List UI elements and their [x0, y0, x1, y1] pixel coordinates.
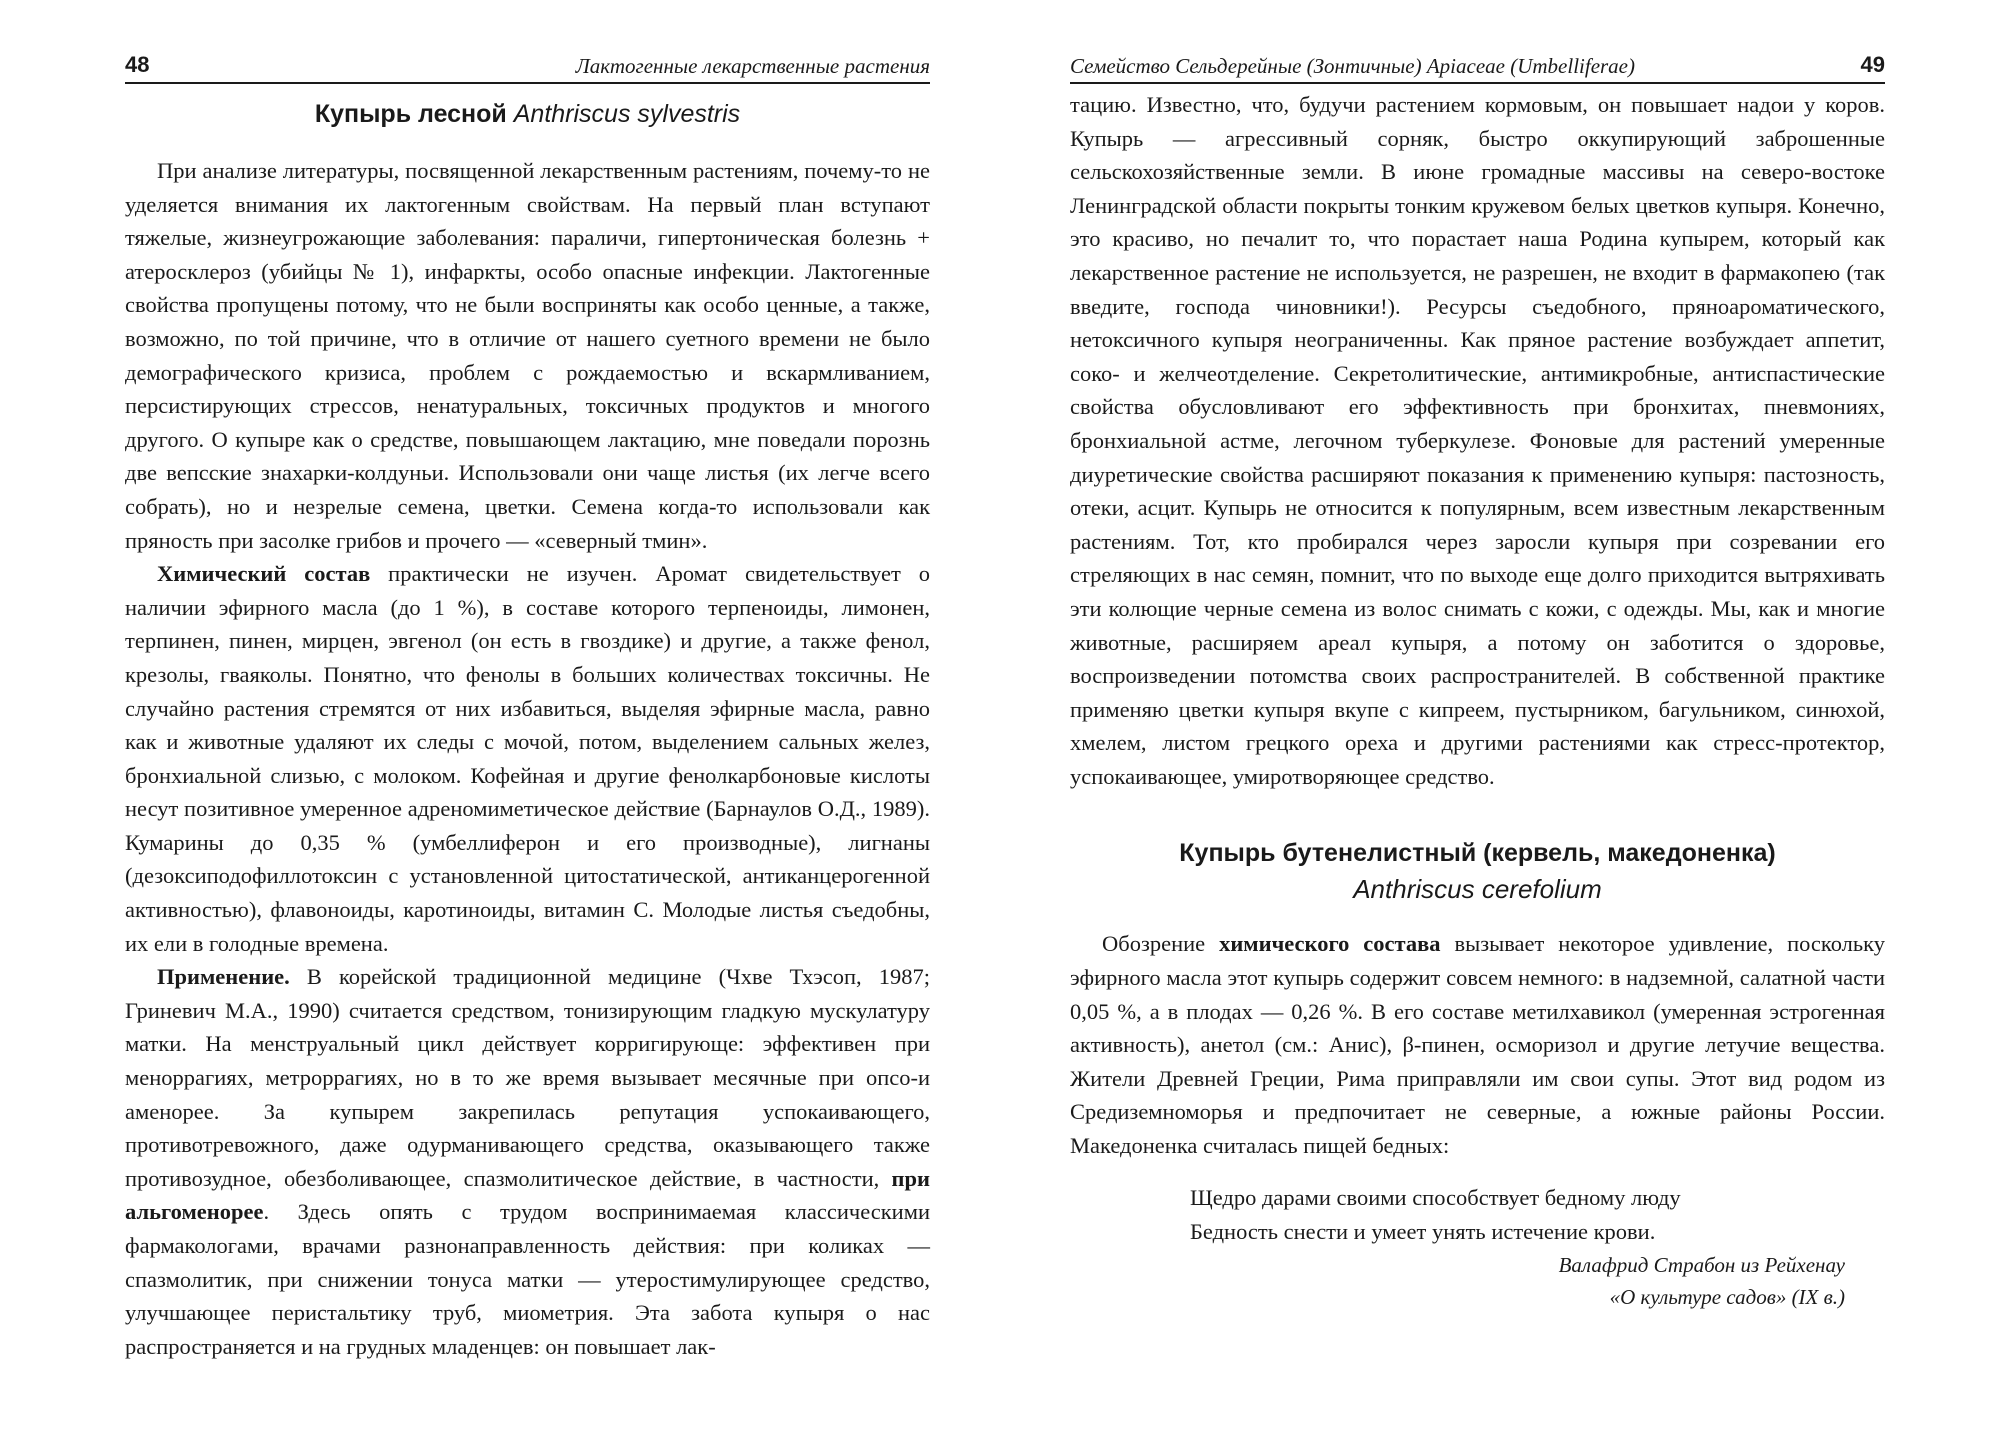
- right-page-header: [1000, 52, 2000, 92]
- paragraph-chemistry: [1070, 927, 1885, 1162]
- header-rule: [125, 82, 930, 84]
- application-emphasis: при альгоменорее: [125, 1165, 930, 1225]
- running-title: Лактогенные лекарственные растения: [575, 54, 930, 78]
- paragraph-intro: При анализе литературы, посвященной лекарственным растениям, почему-то не уделяется внимания их лактогенным свойствам. На первый план вступают тяжелые, жизнеугрожающие заболевания: параличи, гипертоническая болезнь + атеросклероз (убийцы № 1), инфаркты, особо опасные инфекции. Лактогенные свойства пропущены потому, что не были восприняты как особо ценные, а также, возможно, по той причине, что в отличие от нашего суетного времени не было демографического кризиса, проблем с рождаемостью и вскармливанием, персистирующих стрессов, ненатуральных, токсичных продуктов и многого другого. О купыре как о средстве, повышающем лактацию, мне поведали порознь две вепсские знахарки-колдуньи. Использовали они чаще листья (их легче всего собрать), но и незрелые семена, цветки. Семена когда-то использовали как пряность при засолке грибов и прочего — «северный тмин».: [125, 158, 930, 553]
- header-rule: [1070, 82, 1885, 84]
- attribution-author: Валафрид Страбон из Рейхенау: [1558, 1252, 1845, 1277]
- right-text-column: [1070, 88, 1885, 1313]
- chemistry-emphasis: химического состава: [1219, 931, 1441, 957]
- chemistry-text-b: вызывает некоторое удивление, поскольку эфирного масла этот купырь содержит совсем немного: в надземной, салатной части 0,05 %, а в плодах — 0,26 %. В его составе метилхавикол (умеренная эстрогенная активность), анетол (см.: Анис), β-пинен, осморизол и другие летучие вещества. Жители Древней Греции, Рима приправляли им свои супы. Этот вид родом из Средиземноморья и предпочитает не северные, а южные районы России. Македоненка считалась пищей бедных:: [1070, 931, 1886, 1159]
- page-number: 48: [125, 52, 150, 77]
- paragraph-application: [125, 960, 930, 1363]
- poem-line: Бедность снести и умеет унять истечение крови.: [1190, 1218, 1656, 1244]
- paragraph-continuation: тацию. Известно, что, будучи растением кормовым, он повышает надои у коров. Купырь — агрессивный сорняк, быстро оккупирующий заброшенные сельскохозяйственные земли. В июне громадные массивы на северо-востоке Ленинградской области покрыты тонким кружевом белых цветков купыря. Конечно, это красиво, но печалит то, что порастает наша Родина купырем, который как лекарственное растение не используется, не разрешен, не входит в фармакопею (так введите, господа чиновники!). Ресурсы съедобного, пряноароматического, нетоксичного купыря неограниченны. Как пряное растение возбуждает аппетит, соко- и желчеотделение. Секретолитические, антимикробные, антиспастические свойства обусловливают его эффективность при бронхитах, пневмониях, бронхиальной астме, легочном туберкулезе. Фоновые для растений умеренные диуретические свойства расширяют показания к применению купыря: пастозность, отеки, асцит. Купырь не относится к популярным, всем известным лекарственным растениям. Тот, кто пробирался через заросли купыря при созревании его стреляющих в нас семян, помнит, что по выходе еще долго приходится вытряхивать эти колющие черные семена из волос снимать с кожи, с одежды. Мы, как и многие животные, расширяем ареал купыря, а потому он заботится о здоровье, воспроизведении потомства своих распространителей. В собственной практике применяю цветки купыря вкупе с кипреем, пустырником, багульником, синюхой, хмелем, листом грецкого ореха и другими растениями как стресс-протектор, успокаивающее, умиротворяющее средство.: [1070, 92, 1885, 789]
- attribution-source: «О культуре садов» (IX в.): [1609, 1284, 1845, 1309]
- page-number: 49: [1860, 52, 1885, 77]
- running-title: Семейство Сельдерейные (Зонтичные) Apiaceae (Umbelliferae): [1070, 54, 1636, 78]
- section-title: [125, 96, 930, 132]
- chemistry-text: практически не изучен. Аромат свидетельствует о наличии эфирного масла (до 1 %), в составе которого терпеноиды, лимонен, терпинен, пинен, мирцен, эвгенол (он есть в гвоздике) и другие, а также фенол, крезолы, гваяколы. Понятно, что фенолы в больших количествах токсичны. Не случайно растения стремятся от них избавиться, выделяя эфирные масла, равно как и животные удаляют их следы с мочой, потом, выделением сальных желез, бронхиальной слизью, с молоком. Кофейная и другие фенолкарбоновые кислоты несут позитивное умеренное адреномиметическое действие (Барнаулов О.Д., 1989). Кумарины до 0,35 % (умбеллиферон и его производные), лигнаны (дезоксиподофиллотоксин с установленной цитостатической, антиканцерогенной активностью), флавоноиды, каротиноиды, витамин С. Молодые листья съедобны, их ели в голодные времена.: [125, 561, 930, 956]
- right-page: [1000, 0, 2000, 1429]
- section-title-name: Купырь лесной: [314, 100, 507, 128]
- paragraph-chemistry: [125, 557, 930, 960]
- left-page-header: [0, 52, 1000, 92]
- chemistry-text-a: Обозрение: [1102, 931, 1220, 957]
- application-text-a: В корейской традиционной медицине (Чхве Тхэсоп, 1987; Гриневич М.А., 1990) считается средством, тонизирующим гладкую мускулатуру матки. На менструальный цикл действует корригирующе: эффективен при меноррагиях, метроррагиях, но в то же время вызывает месячные при опсо-и аменорее. За купырем закрепилась репутация успокаивающего, противотревожного, даже одурманивающего средства, оказывающего также противозудное, обезболивающее, спазмолитическое действие, в частности,: [125, 964, 930, 1191]
- chemistry-heading: Химический состав: [157, 561, 371, 587]
- application-text-b: . Здесь опять с трудом воспринимаемая классическими фармакологами, врачами разнонаправленность действия: при коликах — спазмолитик, при снижении тонуса матки — утеростимулирующее средство, улучшающее перистальтику труб, миометрия. Эта забота купыря о нас распространяется и на грудных младенцев: он повышает лак-: [125, 1199, 930, 1359]
- poem-quote: [1190, 1181, 1885, 1249]
- quote-attribution: [1070, 1249, 1845, 1313]
- application-heading: Применение.: [157, 964, 290, 990]
- left-text-column: [125, 88, 930, 1363]
- poem-line: Щедро дарами своими способствует бедному люду: [1190, 1184, 1681, 1210]
- section-title-name: Купырь бутенелистный (кервель, македоненка): [1179, 839, 1776, 868]
- section-title-latin: Anthriscus sylvestris: [513, 100, 741, 128]
- section-title: [1070, 835, 1885, 907]
- section-title-latin: Anthriscus cerefolium: [1353, 874, 1602, 905]
